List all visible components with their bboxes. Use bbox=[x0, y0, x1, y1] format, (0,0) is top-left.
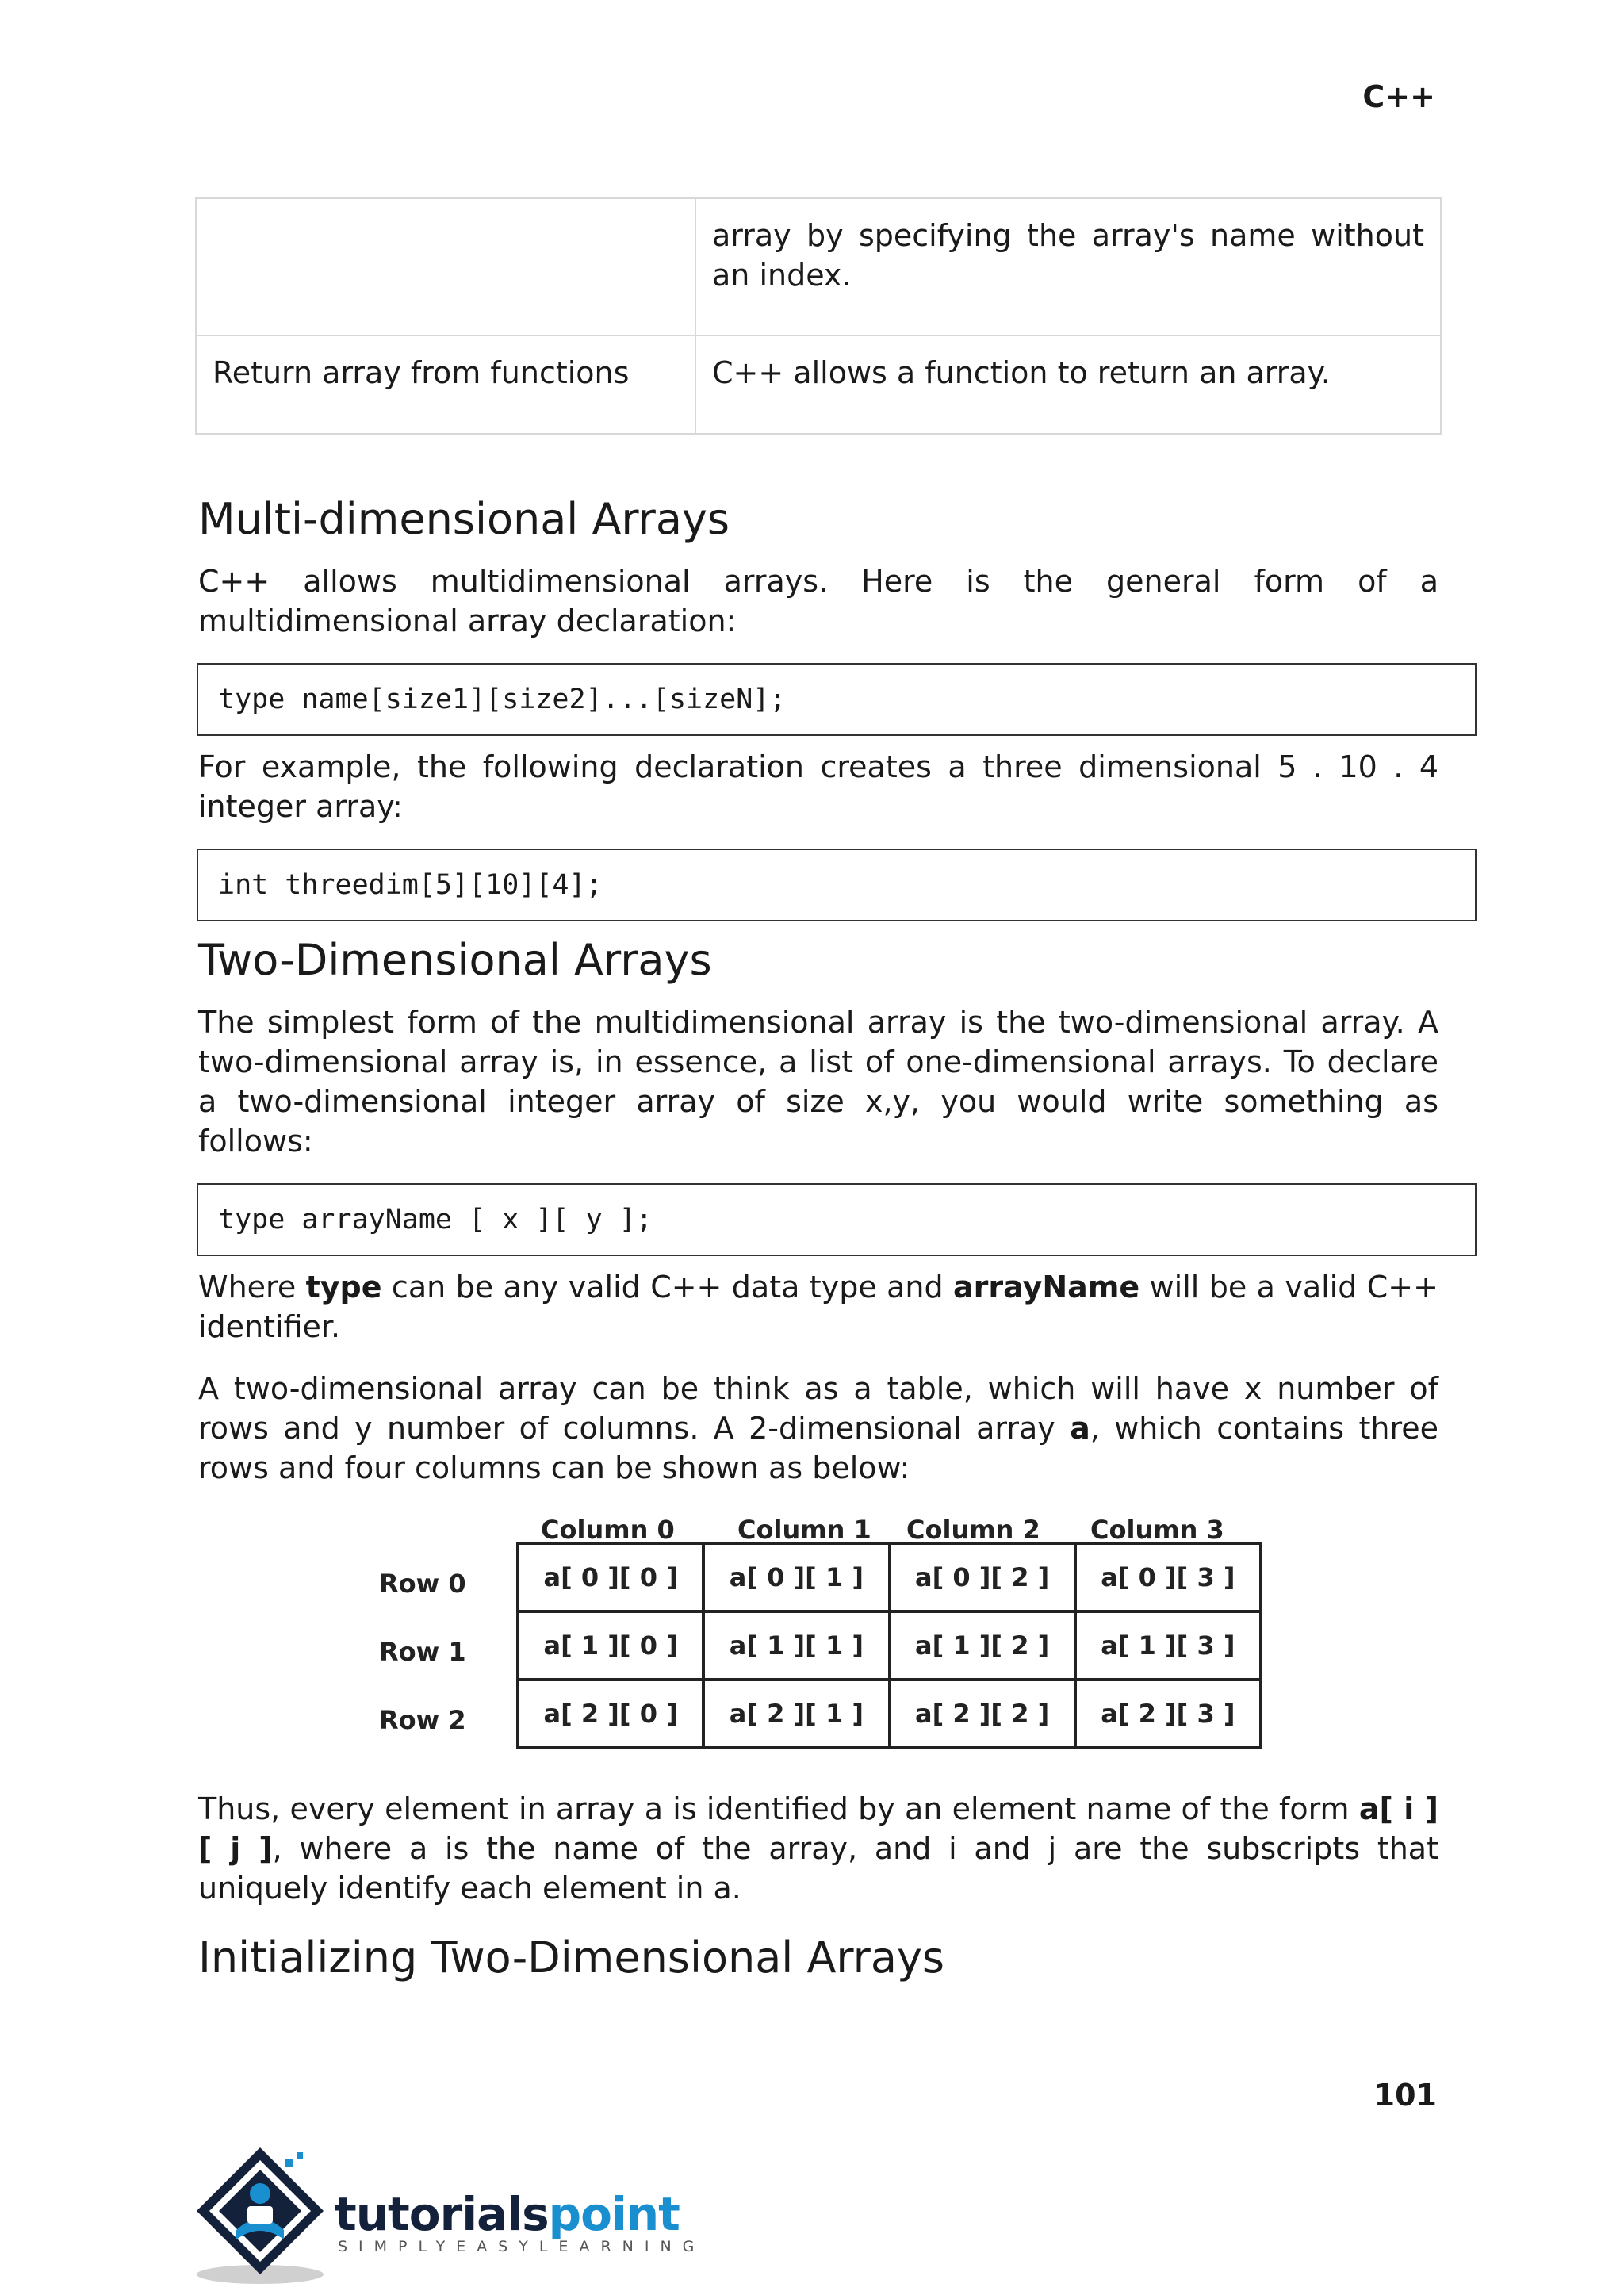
grid-row bbox=[518, 1611, 1261, 1680]
table-cell bbox=[196, 198, 695, 335]
bold-term: arrayName bbox=[953, 1270, 1140, 1305]
page-number: 101 bbox=[1373, 2078, 1437, 2113]
array-grid bbox=[516, 1542, 1262, 1749]
table-row bbox=[196, 198, 1441, 335]
grid-cell: a[ 0 ][ 1 ] bbox=[703, 1543, 889, 1611]
grid-cell: a[ 1 ][ 1 ] bbox=[703, 1611, 889, 1680]
grid-row bbox=[518, 1680, 1261, 1748]
column-header: Column 0 bbox=[541, 1515, 675, 1545]
paragraph bbox=[198, 1789, 1438, 1908]
row-header: Row 0 bbox=[379, 1569, 466, 1599]
text-run: , which contains three rows and four columns can be shown as below: bbox=[198, 1411, 1438, 1485]
grid-cell: a[ 0 ][ 2 ] bbox=[890, 1543, 1075, 1611]
table-cell: Return array from functions bbox=[196, 335, 695, 434]
paragraph bbox=[198, 1369, 1438, 1488]
bold-term: type bbox=[305, 1270, 382, 1305]
section-heading-initializing: Initializing Two-Dimensional Arrays bbox=[198, 1933, 945, 1983]
tutorialspoint-logo bbox=[190, 2141, 706, 2292]
code-block: int threedim[5][10][4]; bbox=[197, 849, 1477, 921]
logo-wordmark bbox=[335, 2187, 680, 2241]
logo-word: point bbox=[548, 2187, 680, 2241]
text-run: Where bbox=[198, 1270, 306, 1305]
code-block: type name[size1][size2]...[sizeN]; bbox=[197, 663, 1477, 736]
column-header: Column 3 bbox=[1090, 1515, 1224, 1545]
row-header: Row 2 bbox=[379, 1705, 466, 1735]
grid-row bbox=[518, 1543, 1261, 1611]
text-run: will be a valid C++ identifier. bbox=[198, 1270, 1438, 1344]
grid-cell: a[ 1 ][ 0 ] bbox=[518, 1611, 703, 1680]
grid-cell: a[ 0 ][ 0 ] bbox=[518, 1543, 703, 1611]
table-cell: array by specifying the array's name without an index. bbox=[695, 198, 1441, 335]
grid-cell: a[ 2 ][ 0 ] bbox=[518, 1680, 703, 1748]
tutorialspoint-logo-icon bbox=[190, 2141, 333, 2292]
grid-cell: a[ 2 ][ 3 ] bbox=[1075, 1680, 1261, 1748]
table-row bbox=[196, 335, 1441, 434]
paragraph bbox=[198, 1267, 1438, 1347]
array-concepts-table bbox=[195, 197, 1442, 435]
grid-cell: a[ 1 ][ 3 ] bbox=[1075, 1611, 1261, 1680]
grid-cell: a[ 1 ][ 2 ] bbox=[890, 1611, 1075, 1680]
text-run: can be any valid C++ data type and bbox=[381, 1270, 953, 1305]
paragraph: C++ allows multidimensional arrays. Here is the general form of a multidimensional array declaration: bbox=[198, 564, 1438, 638]
grid-cell: a[ 0 ][ 3 ] bbox=[1075, 1543, 1261, 1611]
paragraph: The simplest form of the multidimensional array is the two-dimensional array. A two-dimensional array is, in essence, a list of one-dimensional arrays. To declare a two-dimensional integer array of size x,y, you would write something as follows: bbox=[198, 1005, 1438, 1159]
table-cell: C++ allows a function to return an array. bbox=[695, 335, 1441, 434]
array-grid-figure bbox=[198, 1510, 1438, 1757]
text-run: , where a is the name of the array, and i and j are the subscripts that uniquely identify each element in a. bbox=[198, 1831, 1438, 1906]
section-heading-two-dimensional: Two-Dimensional Arrays bbox=[198, 935, 712, 985]
logo-word: tutorials bbox=[335, 2187, 549, 2241]
text-run: Thus, every element in array a is identified by an element name of the form bbox=[198, 1791, 1359, 1826]
row-header: Row 1 bbox=[379, 1637, 466, 1667]
section-heading-multi: Multi-dimensional Arrays bbox=[198, 494, 730, 544]
column-header: Column 2 bbox=[906, 1515, 1040, 1545]
grid-cell: a[ 2 ][ 2 ] bbox=[890, 1680, 1075, 1748]
page-content bbox=[198, 492, 1438, 2000]
code-block: type arrayName [ x ][ y ]; bbox=[197, 1183, 1477, 1256]
logo-tagline: SIMPLYEASYLEARNING bbox=[338, 2238, 706, 2255]
bold-term: a[ i ][ j ] bbox=[198, 1791, 1438, 1866]
text-run: A two-dimensional array can be think as a table, which will have x number of rows and y number of columns. A 2-dimensional array bbox=[198, 1371, 1438, 1446]
running-header: C++ bbox=[1362, 79, 1435, 114]
paragraph: For example, the following declaration creates a three dimensional 5 . 10 . 4 integer array: bbox=[198, 749, 1438, 824]
bold-term: a bbox=[1070, 1411, 1090, 1446]
column-header: Column 1 bbox=[737, 1515, 871, 1545]
grid-cell: a[ 2 ][ 1 ] bbox=[703, 1680, 889, 1748]
